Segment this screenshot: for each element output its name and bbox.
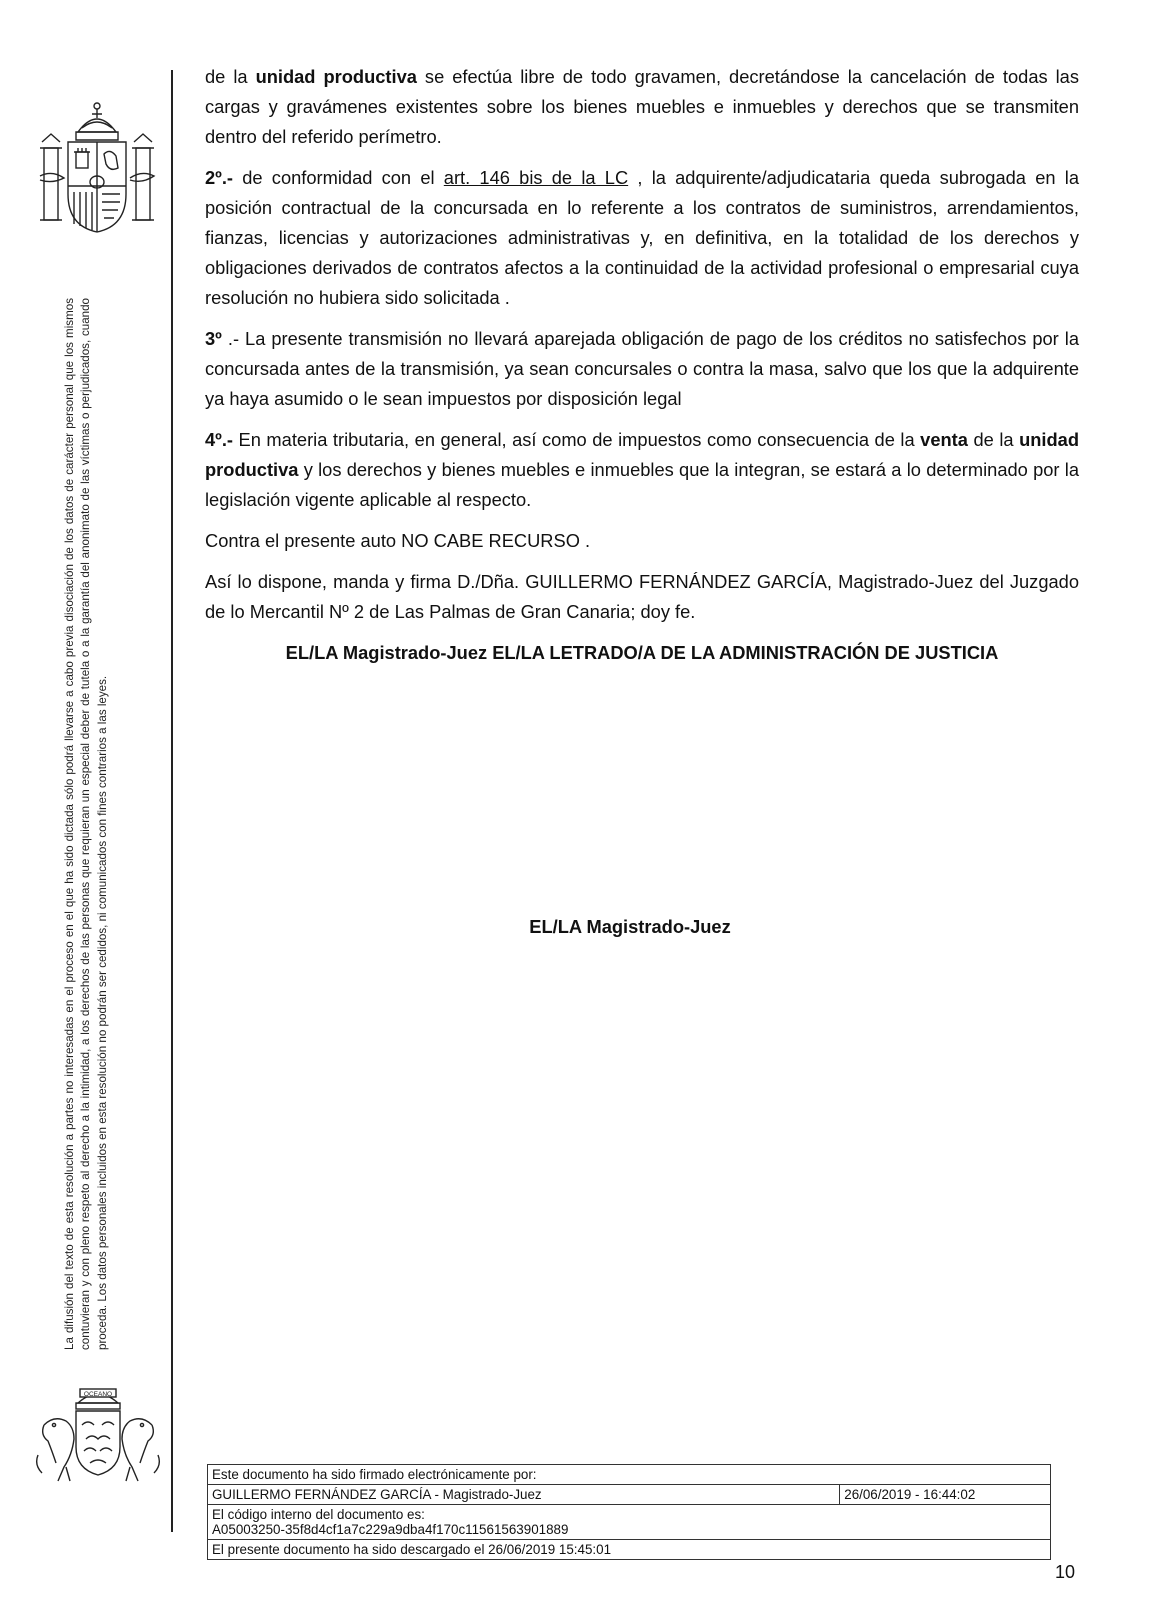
paragraph-text: , la adquirente/adjudicataria queda subrogada en la posición contractual de la concursada en lo referente a los contratos de suministros, arrendamientos, fianzas, licencias y autorizaciones administrativas y, en definitiva, en la totalidad de los derechos y obligaciones derivados de contratos afectos a la continuidad de la actividad profesional o empresarial cuya resolución no hubiera sido solicitada . xyxy=(205,167,1079,308)
paragraph-text: se efectúa libre de todo gravamen, decretándose la cancelación de todas las cargas y gravámenes existentes sobre los bienes muebles e inmuebles y derechos que se transmiten dentro del referido perímetro. xyxy=(205,66,1079,147)
paragraph-text: En materia tributaria, en general, así como de impuestos como consecuencia de la xyxy=(233,429,921,450)
paragraph-third-point xyxy=(205,324,1079,414)
bold-term: unidad productiva xyxy=(255,66,417,87)
paragraph-text: y los derechos y bienes muebles e inmuebles que la integran, se estará a lo determinado por la legislación vigente aplicable al respecto. xyxy=(205,459,1079,510)
paragraph-text: .- La presente transmisión no llevará aparejada obligación de pago de los créditos no satisfechos por la concursada antes de la transmisión, ya sean concursales o contra la masa, salvo que los que la adquirente ya haya asumido o le sean impuestos por disposición legal xyxy=(205,328,1079,409)
point-number: 2º.- xyxy=(205,167,234,188)
law-article-link[interactable]: art. 146 bis de la LC xyxy=(443,167,629,188)
spain-coat-of-arms-icon xyxy=(38,98,156,238)
privacy-notice: La difusión del texto de esta resolución a partes no interesadas en el proceso en el que ha sido dictada sólo podrá llevarse a cabo previa disociación de los datos de carácter personal que los mismos contuvieran y con pleno respeto al derecho a la intimidad, a los derechos de las personas que requieran un especial deber de tutela o a la garantía del anonimato de las víctimas o perjudicados, cuando proceda. Los datos personales incluidos en esta resolución no podrán ser cedidos, ni comunicados con fines contrarios a las leyes. xyxy=(63,298,109,1350)
emblem-banner-text: OCEANO xyxy=(83,1391,113,1398)
page-number: 10 xyxy=(1055,1562,1076,1582)
document-code: A05003250-35f8d4cf1a7c229a9dba4f170c11561563901889 xyxy=(212,1522,569,1537)
bold-term: venta xyxy=(920,429,968,450)
document-code-cell xyxy=(208,1505,1051,1540)
signatures-heading: EL/LA Magistrado-Juez EL/LA LETRADO/A DE LA ADMINISTRACIÓN DE JUSTICIA xyxy=(285,642,999,663)
electronic-signature-box xyxy=(207,1464,1051,1560)
paragraph-transfer-free-of-charges xyxy=(205,62,1079,152)
document-code-label: El código interno del documento es: xyxy=(212,1507,425,1522)
paragraph-second-point xyxy=(205,163,1079,313)
margin-separator-line xyxy=(171,70,173,1532)
paragraph-fourth-point xyxy=(205,425,1079,515)
canarias-coat-of-arms-icon xyxy=(34,1385,162,1485)
point-number: 3º xyxy=(205,328,222,349)
paragraph-text: de la xyxy=(205,66,256,87)
document-body xyxy=(205,62,1079,668)
bold-term: unidad productiva xyxy=(205,429,1079,480)
download-notice: El presente documento ha sido descargado el 26/06/2019 15:45:01 xyxy=(208,1540,1051,1560)
paragraph-text: de la xyxy=(967,429,1020,450)
point-number: 4º.- xyxy=(205,429,234,450)
no-appeal-statement: Contra el presente auto NO CABE RECURSO . xyxy=(205,530,591,551)
ruling-signature-statement: Así lo dispone, manda y firma D./Dña. GUILLERMO FERNÁNDEZ GARCÍA, Magistrado-Juez del Juzgado de lo Mercantil Nº 2 de Las Palmas de Gran Canaria; doy fe. xyxy=(205,571,1079,622)
signed-by-label: Este documento ha sido firmado electrónicamente por: xyxy=(208,1465,1051,1485)
signer-name: GUILLERMO FERNÁNDEZ GARCÍA - Magistrado-Juez xyxy=(208,1485,840,1505)
signature-timestamp: 26/06/2019 - 16:44:02 xyxy=(840,1485,1051,1505)
paragraph-text: de conformidad con el xyxy=(233,167,444,188)
judge-signature-label: EL/LA Magistrado-Juez xyxy=(529,916,731,937)
